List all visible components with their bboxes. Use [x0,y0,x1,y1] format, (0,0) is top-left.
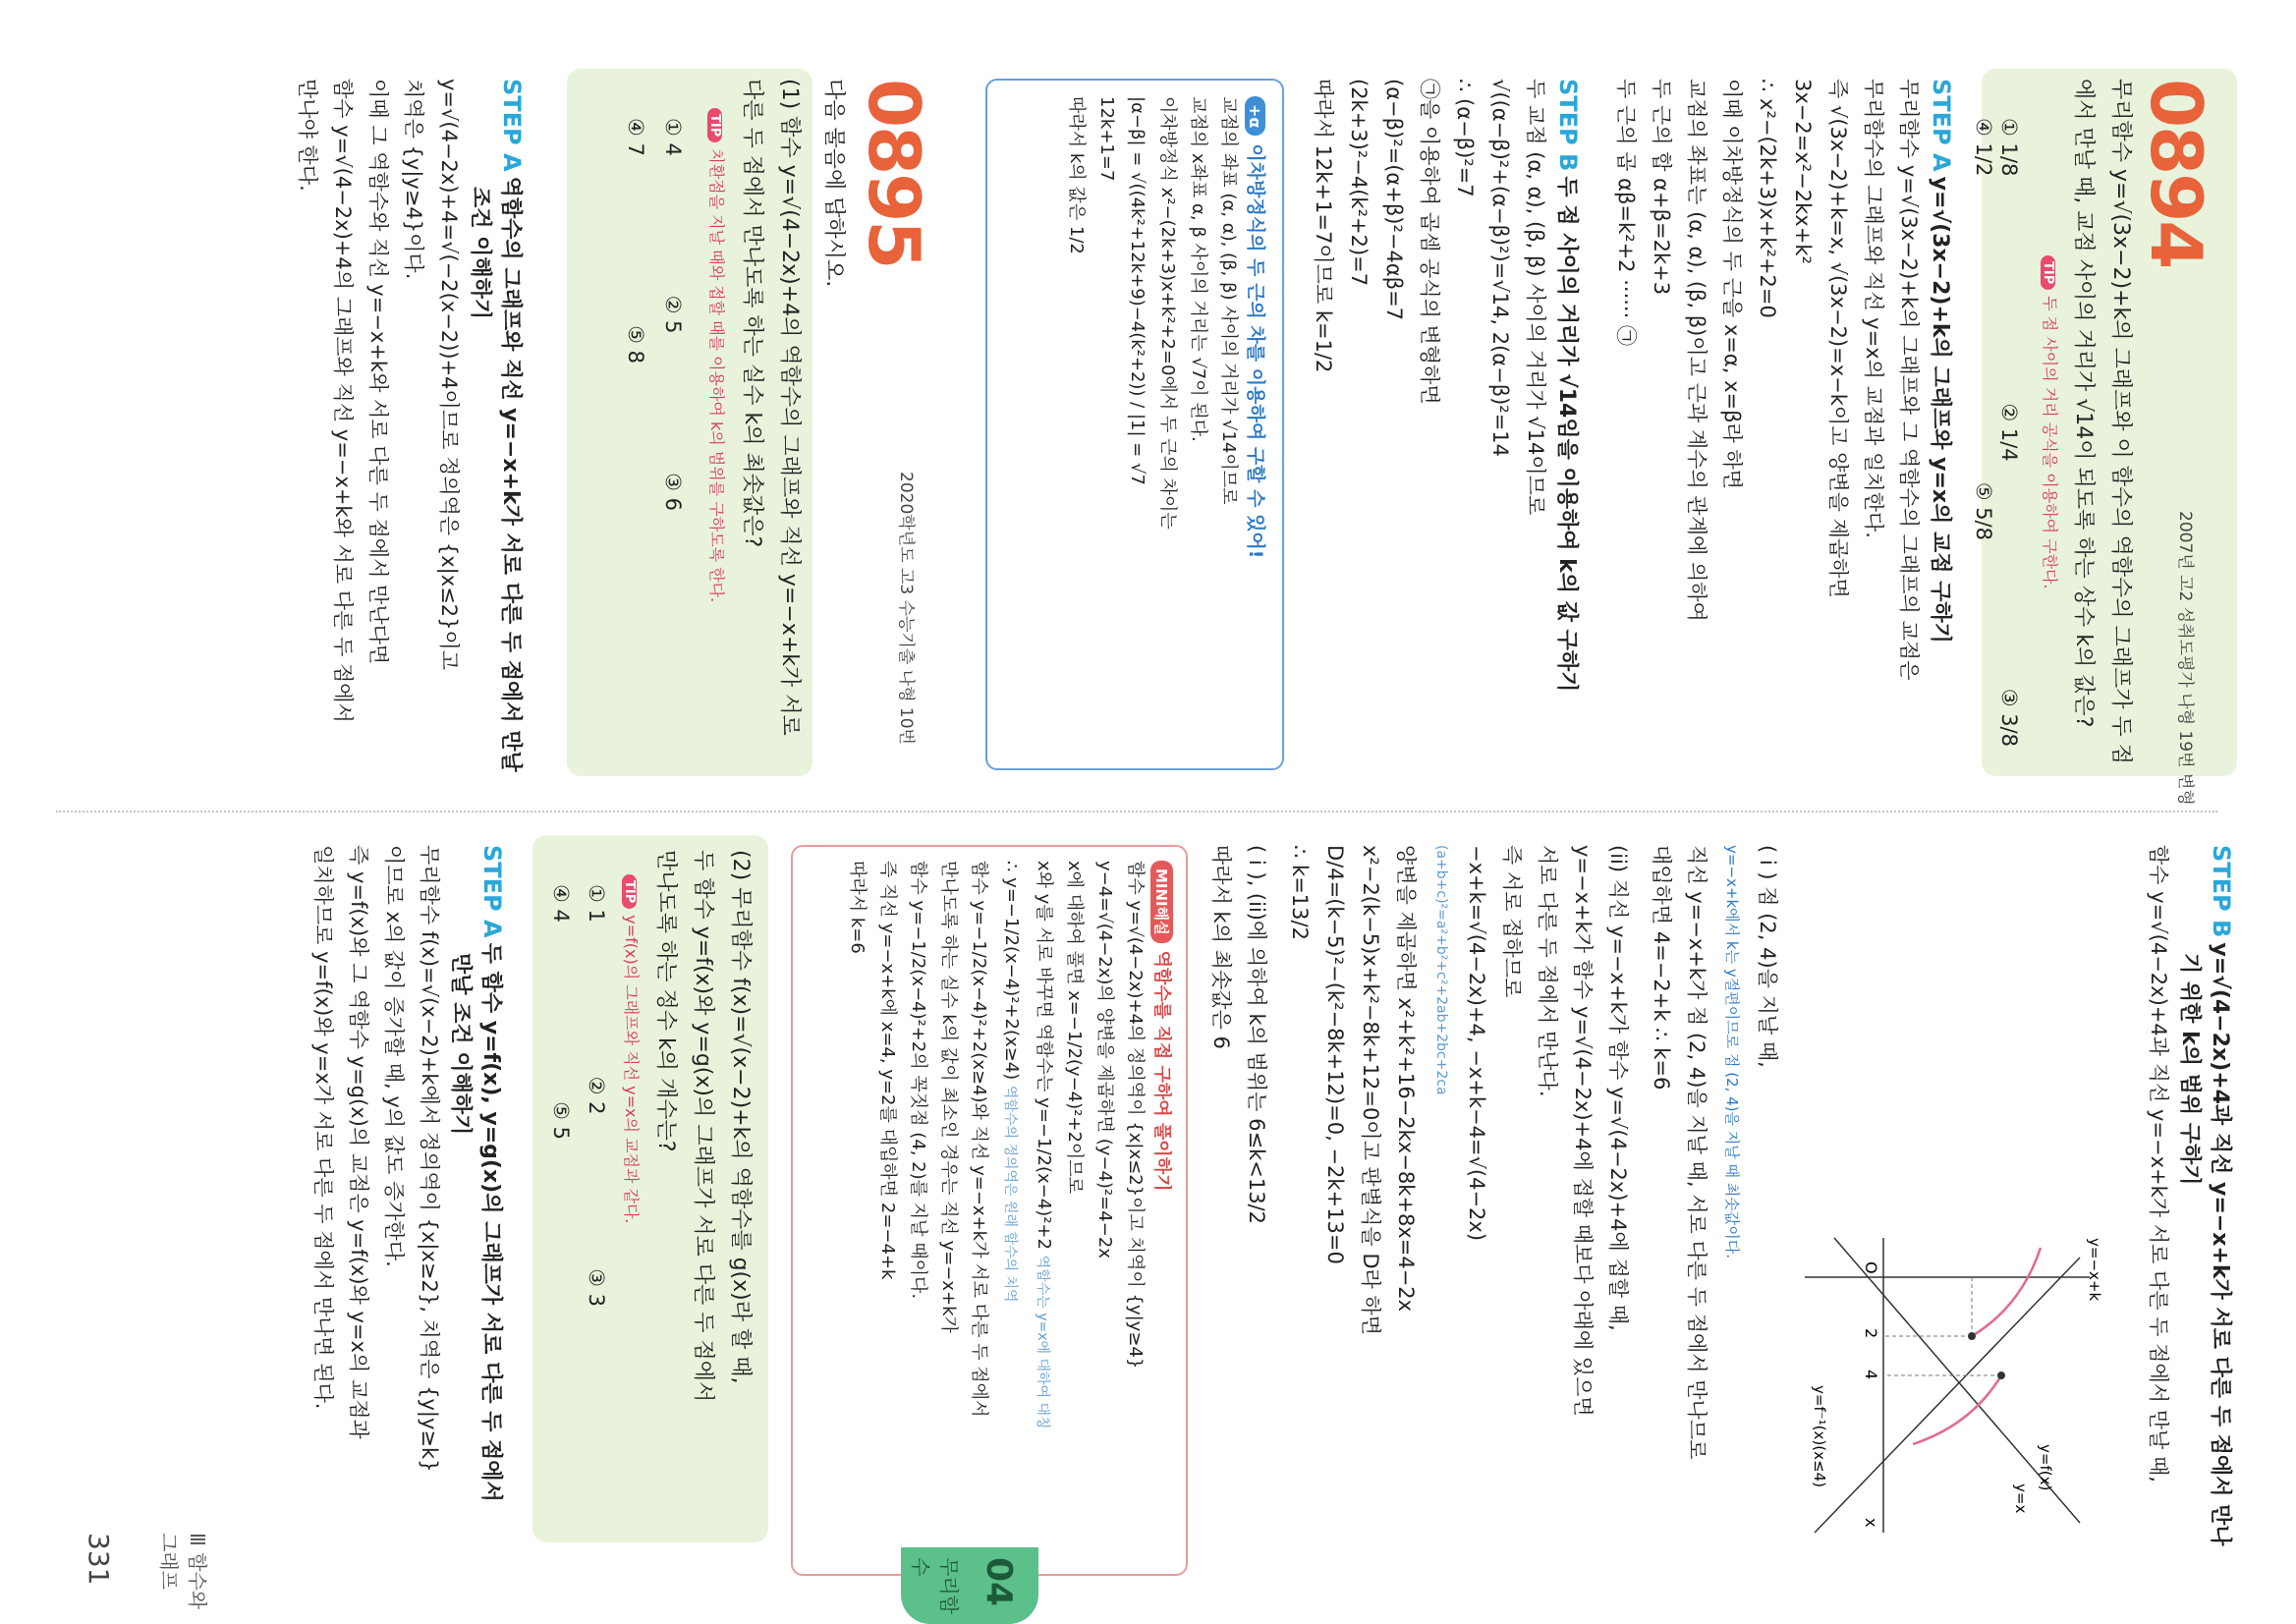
choice[interactable]: ④ 1/2 [1972,118,1995,177]
body-line: 함수 y=√(4−2x)+4의 그래프와 직선 y=−x+k와 서로 다른 두 점에서 [331,79,355,723]
note-line: y=−x+k에서 k는 y절편이므로 점 (2, 4)을 지날 때 최솟값이다. [1723,845,1741,1260]
body-line: 따라서 k=6 [847,861,868,954]
choice[interactable]: ⑤ 8 [624,325,647,364]
mini-title: 역함수를 직접 구하여 풀이하기 [1151,950,1172,1192]
body-line: 함수 y=−1/2(x−4)²+2의 꼭짓점 (4, 2)를 지날 때이다. [908,861,928,1300]
tick-label: 2 [1862,1328,1880,1339]
problem-source: 2007년 고2 성취도평가 나형 19번 변형 [2175,511,2195,806]
body-line: 3x−2=x²−2kx+k² [1791,79,1815,264]
choice[interactable]: ③ 3/8 [1997,688,2021,747]
step-label: STEP A [498,79,526,172]
body-line: 따라서 k의 값은 1/2 [1066,96,1087,254]
body-line: 이므로 x의 값이 증가할 때, y의 값도 증가한다. [382,845,406,1267]
step-body [306,845,447,1572]
question-line: (2) 무리함수 f(x)=√(x−2)+k의 역함수를 g(x)라 할 때, [728,850,753,1384]
step-title: y=√(4−2x)+4과 직선 y=−x+k가 서로 다른 두 점에서 만나 [2208,942,2232,1546]
problem-number: 0894 [2135,79,2217,268]
choice[interactable]: ⑤ 5 [549,1101,573,1140]
problem-question [733,79,808,766]
tip-badge: TIP [2041,255,2055,290]
info-title: 이차방정식의 두 근의 차를 이용하여 구할 수 있어! [1245,143,1266,559]
question-line: 무리함수 y=√(3x−2)+k의 그래프와 이 함수의 역함수의 그래프가 두 점 [2108,79,2133,765]
choices-row [585,884,608,1307]
body-line: 즉 y=f(x)와 그 역함수 y=g(x)의 교점은 y=f(x)와 y=x의 교점과 [347,845,370,1439]
body-line: √((α−β)²+(α−β)²)=√14, 2(α−β)²=14 [1488,79,1512,458]
solution-step-b [1306,79,1584,786]
step-title: 두 함수 y=f(x), y=g(x)의 그래프가 서로 다른 두 점에서 [478,942,503,1502]
question-line: (1) 함수 y=√(4−2x)+4의 역함수의 그래프와 직선 y=−x+k가 서로 [777,79,802,736]
choice[interactable]: ① 1/8 [1997,118,2021,177]
body-line: ( i ), (ii)에 의하여 k의 범위는 6≤k<13/2 [1245,845,1268,1224]
body-line: (2k+3)²−4(k²+2)=7 [1347,79,1371,287]
axis-label: x [1862,1518,1880,1528]
body-line: (ii) 직선 y=−x+k가 함수 y=√(4−2x)+4에 접할 때, [1606,845,1630,1331]
body-line: 두 교점 (α, α), (β, β) 사이의 거리가 √14이므로 [1524,79,1547,516]
body-line: 12k+1=7 [1096,96,1117,182]
solution-step-b [2141,845,2237,1552]
note-line: 역함수는 y=x에 대하여 대칭 [1035,1255,1050,1429]
tip-badge: TIP [707,108,722,142]
body-line: 무리함수의 그래프와 직선 y=x의 교점과 일치한다. [1862,79,1885,538]
problem-number: 0895 [853,79,935,268]
choice[interactable]: ② 2 [585,1076,608,1115]
choice[interactable]: ① 4 [661,118,685,156]
body-line: 교점의 좌표는 (α, α), (β, β)이고 근과 계수의 관계에 의하여 [1685,79,1708,622]
origin-label: O [1862,1261,1880,1274]
problem-question [646,850,758,1538]
body-line: 즉 √(3x−2)+k=x, √(3x−2)=x−k이고 양변을 제곱하면 [1826,79,1850,598]
mini-tag: MINI해설 [1150,861,1173,943]
body-line: 이때 그 역함수와 직선 y=−x+k와 서로 다른 두 점에서 만난다면 [366,79,390,665]
question-line: 만나도록 하는 정수 k의 개수는? [653,850,678,1152]
step-title: 기 위한 k의 범위 구하기 [2177,953,2202,1186]
page-number: 331 [83,1533,115,1586]
choice[interactable]: ① 1 [585,884,608,923]
case-1 [1644,845,1785,1572]
column-divider [56,811,2217,812]
step-label: STEP A [1928,79,1955,172]
footer-chapter: Ⅲ 함수와 그래프 [157,1533,209,1610]
step-label: STEP B [1554,79,1582,172]
step-title: 조건 이해하기 [468,187,492,320]
body-line: 무리함수 f(x)=√(x−2)+k에서 정의역이 {x|x≥2}, 치역은 {y|y≥k} [418,845,441,1473]
body-line: ∴ k=13/2 [1288,845,1312,940]
choices-row [1997,118,2021,747]
body-line: y−4=√(4−2x)의 양변을 제곱하면 (y−4)²=4−2x [1094,861,1115,1259]
body-line: |α−β| = √((4k²+12k+9)−4(k²+2)) / |1| = √7 [1127,96,1148,485]
chapter-number: 04 [979,1557,1019,1607]
choice[interactable]: ② 5 [661,295,685,334]
body-line: ( i ) 점 (2, 4)을 지날 때, [1756,845,1779,1068]
choice[interactable]: ④ 7 [624,118,647,156]
body-line: 교점의 좌표 (α, α), (β, β) 사이의 거리가 √14이므로 [1218,96,1239,505]
solution-step-a [1608,79,1957,786]
body-line: 양변을 제곱하면 x²+k²+16−2kx−8k+8x=4−2x [1394,845,1418,1313]
body-line: 대입하면 4=−2+k ∴ k=6 [1650,845,1673,1091]
body-line: 서로 다른 두 점에서 만난다. [1536,845,1559,1097]
question-line: 두 함수 y=f(x)와 y=g(x)의 그래프가 서로 다른 두 점에서 [691,850,715,1403]
step-title: 두 점 사이의 거리가 √14임을 이용하여 k의 값 구하기 [1554,176,1579,693]
body-line: 직선 y=−x+k가 점 (2, 4)을 지날 때, 서로 다른 두 점에서 만나므로 [1685,845,1708,1460]
body-line: 이차방정식 x²−(2k+3)x+k²+2=0에서 두 근의 차이는 [1157,96,1178,530]
body-line: 따라서 12k+1=7이므로 k=1/2 [1312,79,1335,373]
body-line: 즉 서로 접하므로 [1500,845,1524,998]
body-line: 무리함수 y=√(3x−2)+k의 그래프와 그 역함수의 그래프의 교점은 [1897,79,1921,681]
body-line: x에 대하여 풀면 x=−1/2(y−4)²+2이므로 [1064,861,1085,1195]
curve-f [1972,1248,2041,1336]
info-body [1061,96,1244,753]
line-label: y=−x+k [2086,1238,2103,1302]
mini-body [842,861,1150,1560]
step-body [1306,79,1553,786]
info-tag: +α [1245,96,1265,136]
curve-label: y=f⁻¹(x)(x≤4) [1811,1385,1828,1487]
choices-row [549,884,573,1140]
problem-intro: 다음 물음에 답하시오. [821,79,846,288]
choice[interactable]: ⑤ 5/8 [1972,481,1995,540]
solution-step-a [290,79,528,786]
body-line: ∴ y=−1/2(x−4)²+2(x≥4) [1001,861,1022,1081]
step-body: 함수 y=√(4−2x)+4과 직선 y=−x+k가 서로 다른 두 점에서 만날 때, [2147,845,2170,1483]
step-body [1608,79,1927,786]
mini-solution-box [791,845,1188,1576]
tick-label: 4 [1862,1370,1880,1380]
case-2 [1282,845,1636,1572]
point-marker [1997,1372,2005,1379]
tip-text: y=f(x)의 그래프와 직선 y=x의 교점과 같다. [622,915,641,1224]
choice[interactable]: ② 1/4 [1997,403,2021,462]
note-line: (a+b+c)²=a²+b²+c²+2ab+2bc+2ca [1433,845,1449,1095]
body-line: (α−β)²=(α+β)²−4αβ=7 [1382,79,1406,321]
body-line: 즉 직선 y=−x+k에 x=4, y=2를 대입하면 2=−4+k [877,861,898,1280]
question-line: 다른 두 점에서 만나도록 하는 실수 k의 최솟값은? [740,79,764,548]
choices-row [1972,118,1995,540]
body-line: D/4=(k−5)²−(k²−8k+12)=0, −2k+13=0 [1323,845,1347,1264]
body-line: 교점의 x좌표 α, β 사이의 거리는 √7이 된다. [1188,96,1208,442]
body-line: ∴ x²−(2k+3)x+k²+2=0 [1756,79,1779,318]
body-line: y=√(4−2x)+4=√(−2(x−2))+4이므로 정의역은 {x|x≤2}이고 [437,79,461,671]
problem-tip [706,108,729,602]
step-label: STEP A [478,845,506,938]
tip-text: 치환점을 지날 때와 접할 때를 이용하여 k의 범위를 구하도록 한다. [707,148,726,603]
solution-step-a [306,845,508,1572]
step-title: 역함수의 그래프와 직선 y=−x+k가 서로 다른 두 점에서 만날 [498,176,523,772]
choices-row [661,118,685,511]
problem-question [2064,79,2139,766]
body-line: 함수 y=√(4−2x)+4의 정의역이 {x|x≤2}이고 치역이 {y|y≥4} [1125,861,1146,1370]
conclusion [1204,845,1274,1572]
problem-tip [2040,255,2062,589]
body-line: 이때 이차방정식의 두 근을 x=α, x=β라 하면 [1720,79,1744,490]
question-line: 에서 만날 때, 교점 사이의 거리가 √14이 되도록 하는 상수 k의 값은? [2071,79,2096,728]
tip-text: 두 점 사이의 거리 공식을 이용하여 구한다. [2041,296,2059,589]
body-line: 치역은 {y|y≥4}이다. [402,79,425,280]
choice[interactable]: ④ 4 [549,884,573,923]
choices-row [624,118,647,364]
body-line: y=−x+k가 함수 y=√(4−2x)+4에 접할 때보다 아래에 있으면 [1571,845,1595,1417]
body-line: 두 근의 합 α+β=2k+3 [1650,79,1673,296]
line-y-eq-neg-x-plus-k [1815,1258,2080,1533]
body-line: 두 근의 곱 αβ=k²+2 ······ ㉠ [1614,79,1638,346]
body-line: 만나도록 하는 실수 k의 값이 최소인 경우는 직선 y=−x+k가 [938,861,959,1333]
body-line: ㉠을 이용하여 곱셈 공식의 변형하면 [1418,79,1441,405]
choice[interactable]: ③ 3 [585,1268,608,1307]
curve-label: y=f(x) [2037,1444,2054,1491]
problem-source: 2020학년도 고3 수능기출 나형 10번 [896,472,916,745]
step-title: 만날 조건 이해하기 [448,953,473,1136]
problem-tip [621,874,644,1223]
step-label: STEP B [2208,845,2235,938]
body-line: x²−2(k−5)x+k²−8k+12=0이고 판별식을 D라 하면 [1359,845,1382,1336]
step-title: y=√(3x−2)+k의 그래프와 y=x의 교점 구하기 [1928,176,1952,644]
body-line: 함수 y=−1/2(x−4)²+2(x≥4)와 직선 y=−x+k가 서로 다른 두 점에서 [969,861,989,1418]
body-line: 따라서 k의 최솟값은 6 [1209,845,1233,1049]
body-line: 일치하므로 y=f(x)와 y=x가 서로 다른 두 점에서 만나면 된다. [311,845,335,1410]
body-line: x와 y를 서로 바꾸면 역함수는 y=−1/2(x−4)²+2 [1034,861,1054,1250]
step-body [290,79,467,786]
extra-info-box [985,79,1284,770]
function-graph [1795,1218,2109,1542]
note-line: 역함수의 정의역은 원래 함수의 치역 [1002,1085,1018,1303]
body-line: −x+k=√(4−2x)+4, −x+k−4=√(4−2x) [1465,845,1488,1242]
body-line: ∴ (α−β)²=7 [1453,79,1477,197]
choice[interactable]: ③ 6 [661,473,685,511]
line-label: y=x [2012,1484,2030,1514]
point-marker [1968,1332,1976,1340]
tip-badge: TIP [622,874,637,909]
body-line: 만나야 한다. [296,79,319,192]
chapter-label: 무리함수 [909,1557,961,1614]
